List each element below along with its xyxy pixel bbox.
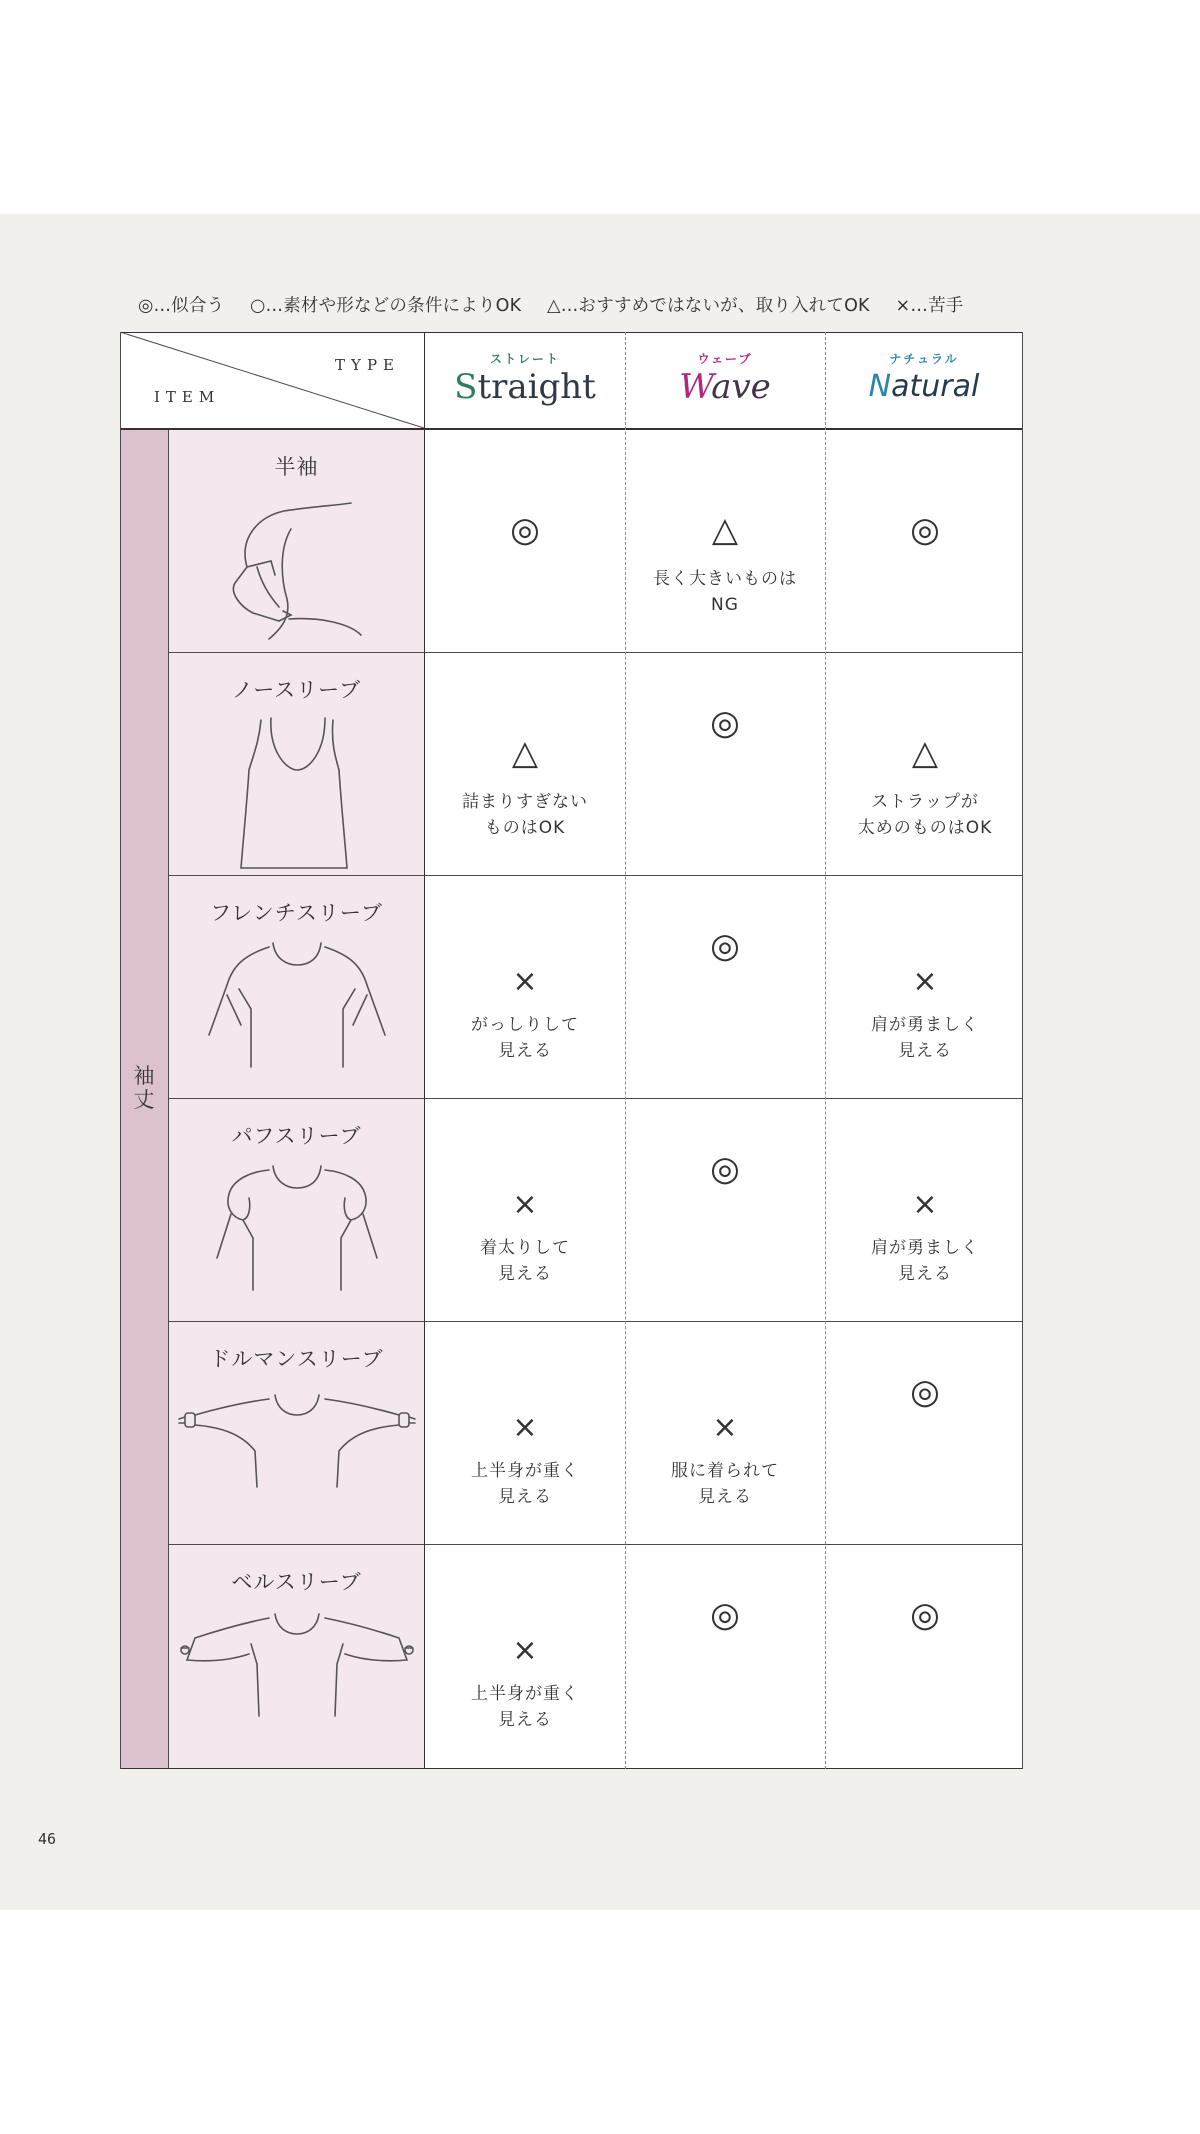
cell-straight-french-sleeve <box>425 875 625 1098</box>
rating-note: 肩が勇ましく 見える <box>871 1015 979 1061</box>
item-column-border <box>424 332 425 1769</box>
category-text: 袖丈 <box>133 1064 155 1112</box>
rating-symbol: △ <box>911 733 939 773</box>
rating-note: 肩が勇ましく 見える <box>871 1238 979 1284</box>
sleeveless-illustration <box>169 712 424 872</box>
straight-title <box>425 369 625 405</box>
rating-symbol: × <box>912 1187 938 1222</box>
item-name: ノースリーブ <box>231 678 362 702</box>
item-cell-bell-sleeve <box>169 1544 424 1768</box>
puff-sleeve-illustration <box>169 1158 424 1318</box>
bell-sleeve-illustration <box>169 1604 424 1764</box>
cell-natural-sleeveless <box>825 652 1025 875</box>
item-name: パフスリーブ <box>231 1124 362 1148</box>
rating-symbol: ◎ <box>910 1595 940 1635</box>
natural-title <box>825 369 1023 405</box>
legend-cross: ×…苦手 <box>895 296 964 316</box>
item-cell-french-sleeve <box>169 875 424 1098</box>
cell-natural-bell-sleeve <box>825 1544 1025 1767</box>
item-name: ドルマンスリーブ <box>209 1347 384 1371</box>
title-rest: traight <box>477 367 596 407</box>
natural-kana: ナチュラル <box>889 352 959 366</box>
header-bottom-border <box>120 428 1023 430</box>
cell-wave-sleeveless <box>625 652 825 875</box>
cell-straight-sleeveless <box>425 652 625 875</box>
rating-note: ストラップが 太めのものはOK <box>857 792 993 838</box>
table-left-border <box>120 332 121 1769</box>
cell-natural-puff-sleeve <box>825 1098 1025 1321</box>
legend <box>138 292 1038 317</box>
rating-symbol: ◎ <box>710 1149 740 1189</box>
row-divider <box>169 1321 1023 1322</box>
category-label <box>120 1064 168 1112</box>
column-header-wave <box>625 332 825 428</box>
rating-symbol: ◎ <box>510 510 540 550</box>
half-sleeve-illustration <box>169 489 424 649</box>
rating-note: 上半身が重く 見える <box>471 1461 579 1507</box>
row-divider <box>169 875 1023 876</box>
rating-note: 服に着られて 見える <box>671 1461 779 1507</box>
column-divider <box>825 332 826 1769</box>
rating-symbol: △ <box>711 510 739 550</box>
item-name: 半袖 <box>274 455 319 479</box>
item-cell-sleeveless <box>169 652 424 875</box>
column-header-straight <box>425 332 625 428</box>
rating-symbol: ◎ <box>710 703 740 743</box>
cell-wave-half-sleeve <box>625 429 825 652</box>
table-top-border <box>120 332 1023 333</box>
rating-symbol: × <box>912 964 938 999</box>
item-label: ITEM <box>154 388 221 406</box>
cell-wave-puff-sleeve <box>625 1098 825 1321</box>
french-sleeve-illustration <box>169 935 424 1095</box>
cell-straight-puff-sleeve <box>425 1098 625 1321</box>
rating-note: 上半身が重く 見える <box>471 1684 579 1730</box>
page-number: 46 <box>38 1830 57 1848</box>
type-label: TYPE <box>335 356 400 374</box>
cell-natural-dolman-sleeve <box>825 1321 1025 1544</box>
cell-wave-french-sleeve <box>625 875 825 1098</box>
cell-wave-dolman-sleeve <box>625 1321 825 1544</box>
table-right-border <box>1022 332 1023 1769</box>
legend-triangle: △…おすすめではないが、取り入れてOK <box>547 296 870 316</box>
rating-symbol: ◎ <box>710 1595 740 1635</box>
title-initial: W <box>679 367 712 407</box>
rating-note: 着太りして 見える <box>480 1238 570 1284</box>
rating-symbol: ◎ <box>710 926 740 966</box>
rating-note: がっしりして 見える <box>471 1015 579 1061</box>
legend-circle: ○…素材や形などの条件によりOK <box>250 296 522 316</box>
title-initial: N <box>868 369 892 404</box>
cell-straight-bell-sleeve <box>425 1544 625 1767</box>
rating-symbol: × <box>712 1410 738 1445</box>
cell-straight-half-sleeve <box>425 429 625 652</box>
rating-symbol: ◎ <box>910 1372 940 1412</box>
cell-natural-french-sleeve <box>825 875 1025 1098</box>
rating-symbol: △ <box>511 733 539 773</box>
legend-double-circle: ◎…似合う <box>138 296 225 316</box>
item-cell-dolman-sleeve <box>169 1321 424 1544</box>
title-rest: atural <box>891 369 980 404</box>
straight-kana: ストレート <box>489 352 560 366</box>
wave-kana: ウェーブ <box>697 352 753 366</box>
title-rest: ave <box>711 367 771 407</box>
item-name: ベルスリーブ <box>231 1570 362 1594</box>
category-sidebar <box>120 429 169 1768</box>
item-name: フレンチスリーブ <box>210 901 383 925</box>
cell-straight-dolman-sleeve <box>425 1321 625 1544</box>
diagonal-divider <box>120 332 424 428</box>
table-corner-header <box>120 332 424 428</box>
rating-note: 長く大きいものは NG <box>653 569 797 615</box>
column-header-natural <box>825 332 1023 428</box>
sleeve-type-table <box>120 332 1023 1769</box>
column-divider <box>625 332 626 1769</box>
wave-title <box>625 369 825 405</box>
title-initial: S <box>454 367 478 407</box>
item-cell-puff-sleeve <box>169 1098 424 1321</box>
rating-symbol: × <box>512 1187 538 1222</box>
table-bottom-border <box>120 1768 1023 1769</box>
rating-symbol: × <box>512 1633 538 1668</box>
dolman-sleeve-illustration <box>169 1381 424 1541</box>
cell-wave-bell-sleeve <box>625 1544 825 1767</box>
row-divider <box>169 1098 1023 1099</box>
rating-symbol: ◎ <box>910 510 940 550</box>
item-cell-half-sleeve <box>169 429 424 652</box>
row-divider <box>169 1544 1023 1545</box>
rating-note: 詰まりすぎない ものはOK <box>462 792 588 838</box>
rating-symbol: × <box>512 964 538 999</box>
rating-symbol: × <box>512 1410 538 1445</box>
cell-natural-half-sleeve <box>825 429 1025 652</box>
row-divider <box>169 652 1023 653</box>
